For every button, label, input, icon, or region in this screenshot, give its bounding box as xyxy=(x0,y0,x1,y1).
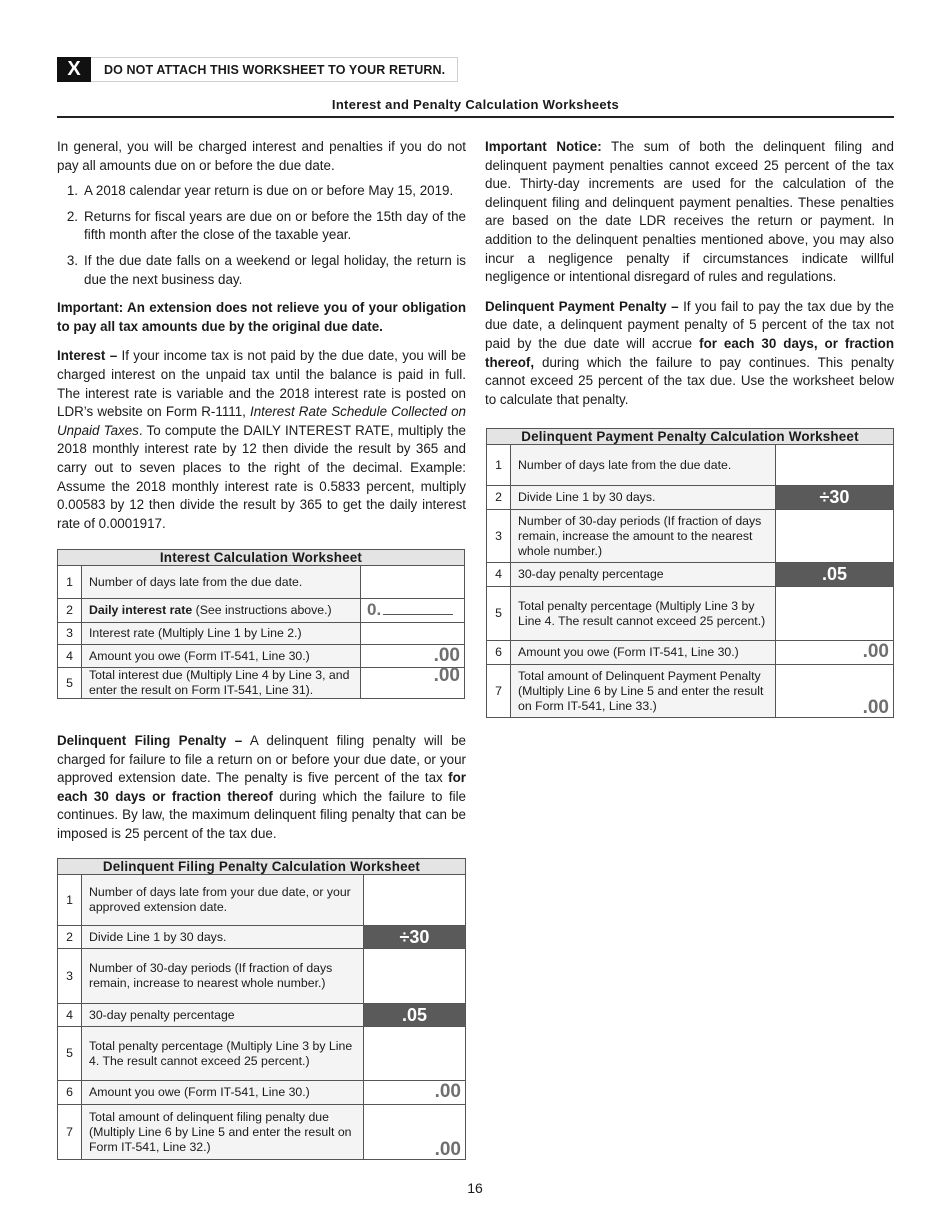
payment-total-percentage-entry[interactable] xyxy=(776,587,894,641)
payment-penalty-total-entry[interactable]: .00 xyxy=(776,665,894,718)
worksheet-title: Delinquent Payment Penalty Calculation Worksheet xyxy=(487,429,894,445)
delinquent-payment-penalty-worksheet xyxy=(486,428,894,718)
page-title: Interest and Penalty Calculation Worksheets xyxy=(331,97,620,112)
filing-days-late-entry[interactable] xyxy=(364,875,466,926)
page-number: 16 xyxy=(467,1180,483,1196)
payment-periods-entry[interactable] xyxy=(776,510,894,563)
table-row: 3 Number of 30-day periods (If fraction of days remain, increase the amount to the nearest whole number.) xyxy=(487,510,894,563)
table-row: 3 Interest rate (Multiply Line 1 by Line 2.) xyxy=(58,623,465,645)
table-row: 4 30-day penalty percentage .05 xyxy=(487,563,894,587)
table-row: 4 30-day penalty percentage .05 xyxy=(58,1004,466,1027)
daily-interest-rate-entry[interactable]: 0. xyxy=(361,599,465,623)
important-extension-paragraph: Important: An extension does not relieve you of your obligation to pay all tax amounts due by the original due date. xyxy=(57,300,466,334)
table-row: 5 Total interest due (Multiply Line 4 by Line 3, and enter the result on Form IT-541, Line 31). .00 xyxy=(58,668,465,699)
table-row: 2 Daily interest rate (See instructions above.) 0. xyxy=(58,599,465,623)
days-late-entry[interactable] xyxy=(361,566,465,599)
worksheet-title: Interest Calculation Worksheet xyxy=(58,550,465,566)
worksheet-title: Delinquent Filing Penalty Calculation Worksheet xyxy=(58,859,466,875)
interest-calculation-worksheet xyxy=(57,549,465,699)
interest-rate-entry[interactable] xyxy=(361,623,465,645)
banner-text: DO NOT ATTACH THIS WORKSHEET TO YOUR RETURN. xyxy=(104,62,446,77)
important-notice-paragraph: Important Notice: The sum of both the delinquent filing and delinquent payment penalties cannot exceed 25 percent of the tax due. Thirty-day increments are used for the calculation of the delinquent filing and delinquent payment penalties. These penalties are based on the date LDR receives the return or payment. In addition to the delinquent penalties mentioned above, you may also incur a negligence penalty if circumstances indicate willful negligence or intentional disregard of rules and regulations. xyxy=(485,139,894,285)
filing-penalty-total-entry[interactable]: .00 xyxy=(364,1105,466,1160)
payment-amount-owed-entry[interactable]: .00 xyxy=(776,641,894,665)
table-row: 3 Number of 30-day periods (If fraction of days remain, increase to nearest whole number.) xyxy=(58,949,466,1004)
list-item: 3. If the due date falls on a weekend or legal holiday, the return is due the next business day. xyxy=(66,252,466,287)
title-rule xyxy=(57,116,894,118)
left-column xyxy=(57,138,466,533)
left-column-lower xyxy=(57,732,466,844)
table-row: 6 Amount you owe (Form IT-541, Line 30.) .00 xyxy=(58,1081,466,1105)
amount-owed-entry[interactable]: .00 xyxy=(361,645,465,668)
payment-days-late-entry[interactable] xyxy=(776,445,894,486)
table-row: 1 Number of days late from the due date. xyxy=(487,445,894,486)
delinquent-payment-paragraph: Delinquent Payment Penalty – If you fail to pay the tax due by the due date, a delinquent payment penalty of 5 percent of the tax not paid by the due date will accrue for each 30 days, or fraction thereof, during which the failure to pay continues. This penalty cannot exceed 25 percent of the tax due. Use the worksheet below to calculate that penalty. xyxy=(485,298,895,407)
table-row: 5 Total penalty percentage (Multiply Line 3 by Line 4. The result cannot exceed 25 percent.) xyxy=(487,587,894,641)
table-row: 6 Amount you owe (Form IT-541, Line 30.) .00 xyxy=(487,641,894,665)
list-item: 1. A 2018 calendar year return is due on or before May 15, 2019. xyxy=(66,183,454,199)
delinquent-filing-paragraph: Delinquent Filing Penalty – A delinquent filing penalty will be charged for failure to file a return on or before your due date, or your approved extension date. The penalty is five percent of the tax for each 30 days or fraction thereof during which the failure to file continues. By law, the maximum delinquent filing penalty that can be imposed is 25 percent of the tax due. xyxy=(57,733,466,841)
table-row: 1 Number of days late from the due date. xyxy=(58,566,465,599)
x-mark: X xyxy=(57,57,91,82)
total-interest-entry[interactable]: .00 xyxy=(361,668,465,699)
filing-amount-owed-entry[interactable]: .00 xyxy=(364,1081,466,1105)
delinquent-filing-penalty-worksheet xyxy=(57,858,466,1160)
interest-paragraph: Interest – If your income tax is not paid by the due date, you will be charged interest on the unpaid tax until the balance is paid in full. The interest rate is variable and the 2018 interest rate is posted on LDR’s website on Form R-1111, Interest Rate Schedule Collected on Unpaid Taxes. To compute the DAILY INTEREST RATE, multiply the 2018 monthly interest rate by 12 then divide the result by 365 and carry out to seven places to the right of the decimal. Example: Assume the 2018 monthly interest rate is 0.5833 percent, multiply 0.00583 by 12 then divide the result by 365 to get the daily interest rate of 0.0001917. xyxy=(57,348,467,531)
table-row: 1 Number of days late from your due date, or your approved extension date. xyxy=(58,875,466,926)
table-row: 7 Total amount of delinquent filing penalty due (Multiply Line 6 by Line 5 and enter the result on Form IT-541, Line 32.) .00 xyxy=(58,1105,466,1160)
table-row: 5 Total penalty percentage (Multiply Line 3 by Line 4. The result cannot exceed 25 percent.) xyxy=(58,1027,466,1081)
table-row: 4 Amount you owe (Form IT-541, Line 30.) .00 xyxy=(58,645,465,668)
filing-total-percentage-entry[interactable] xyxy=(364,1027,466,1081)
do-not-attach-banner xyxy=(57,57,458,82)
due-date-list xyxy=(57,182,466,289)
table-row: 2 Divide Line 1 by 30 days. ÷30 xyxy=(58,926,466,949)
table-row: 2 Divide Line 1 by 30 days. ÷30 xyxy=(487,486,894,510)
intro-paragraph: In general, you will be charged interest and penalties if you do not pay all amounts due on or before the due date. xyxy=(57,139,466,173)
right-column xyxy=(485,138,894,409)
list-item: 2. Returns for fiscal years are due on or before the 15th day of the fifth month after the close of the taxable year. xyxy=(66,208,466,243)
filing-periods-entry[interactable] xyxy=(364,949,466,1004)
table-row: 7 Total amount of Delinquent Payment Penalty (Multiply Line 6 by Line 5 and enter the result on Form IT-541, Line 33.) .00 xyxy=(487,665,894,718)
